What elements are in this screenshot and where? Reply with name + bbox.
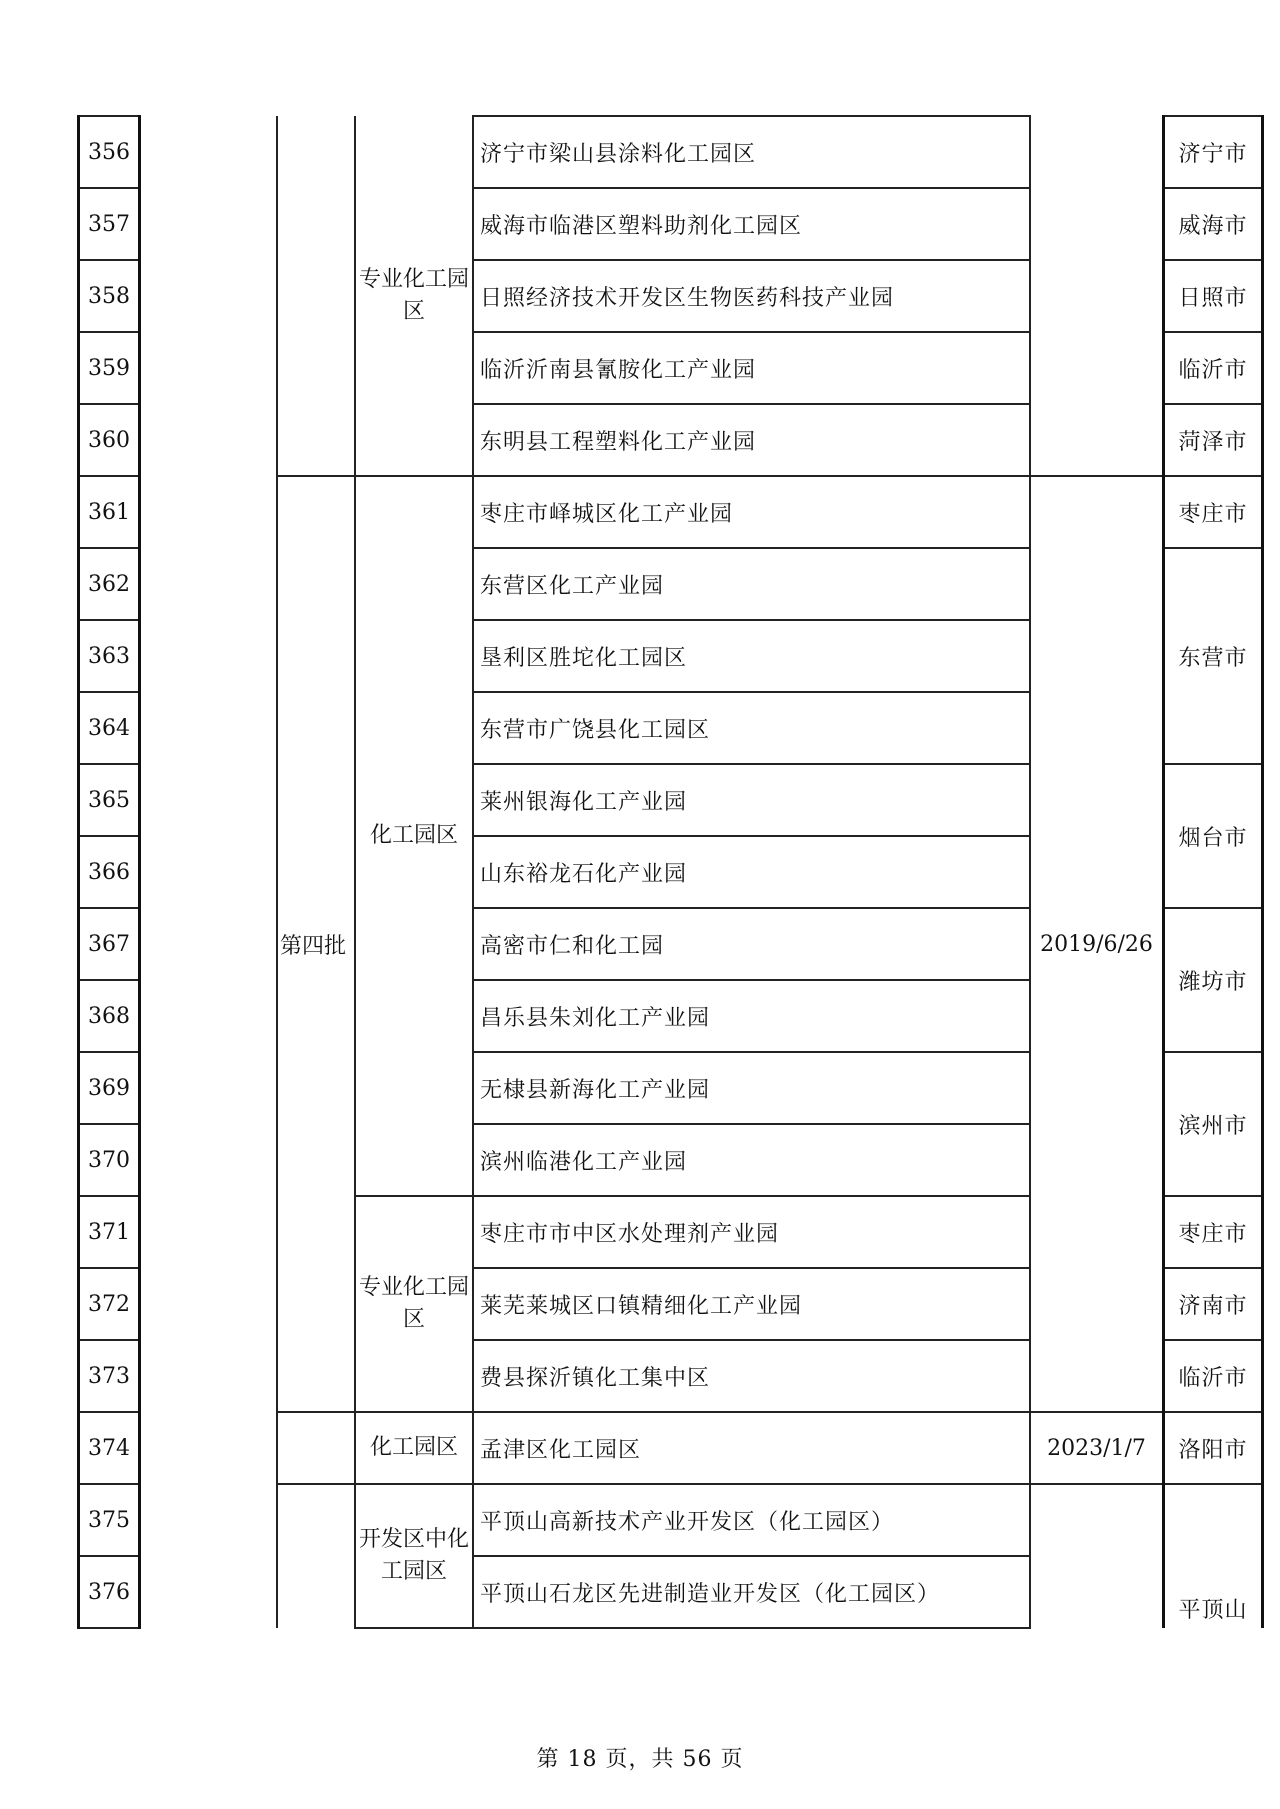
row-number: 359: [79, 332, 140, 404]
park-list-table: [77, 115, 1264, 1629]
table-row: [79, 1412, 1263, 1484]
row-number: 364: [79, 692, 140, 764]
park-name: 平顶山高新技术产业开发区（化工园区）: [473, 1484, 1030, 1556]
city-cell: 济宁市: [1164, 116, 1263, 188]
city-cell: 潍坊市: [1164, 908, 1263, 1052]
batch-cell: 第四批: [277, 476, 355, 1412]
city-cell: 日照市: [1164, 260, 1263, 332]
row-number: 369: [79, 1052, 140, 1124]
park-name: 平顶山石龙区先进制造业开发区（化工园区）: [473, 1556, 1030, 1628]
park-name: 昌乐县朱刘化工产业园: [473, 980, 1030, 1052]
park-name: 山东裕龙石化产业园: [473, 836, 1030, 908]
row-number: 360: [79, 404, 140, 476]
city-cell: 济南市: [1164, 1268, 1263, 1340]
city-cell: 东营市: [1164, 548, 1263, 764]
province-cell: [140, 1412, 278, 1628]
park-name: 垦利区胜坨化工园区: [473, 620, 1030, 692]
park-name: 高密市仁和化工园: [473, 908, 1030, 980]
park-name: 枣庄市峄城区化工产业园: [473, 476, 1030, 548]
park-type-cell: 化工园区: [355, 476, 473, 1196]
city-cell: 平顶山: [1164, 1484, 1263, 1628]
city-cell: 枣庄市: [1164, 476, 1263, 548]
city-cell: 临沂市: [1164, 332, 1263, 404]
row-number: 375: [79, 1484, 140, 1556]
province-cell: [140, 116, 278, 1412]
row-number: 374: [79, 1412, 140, 1484]
park-name: 莱芜莱城区口镇精细化工产业园: [473, 1268, 1030, 1340]
city-cell: 临沂市: [1164, 1340, 1263, 1412]
row-number: 362: [79, 548, 140, 620]
date-cell: 2019/6/26: [1030, 476, 1164, 1412]
park-name: 威海市临港区塑料助剂化工园区: [473, 188, 1030, 260]
row-number: 376: [79, 1556, 140, 1628]
city-cell: 烟台市: [1164, 764, 1263, 908]
park-name: 无棣县新海化工产业园: [473, 1052, 1030, 1124]
date-cell: [1030, 116, 1164, 476]
row-number: 361: [79, 476, 140, 548]
park-name: 费县探沂镇化工集中区: [473, 1340, 1030, 1412]
city-cell: 枣庄市: [1164, 1196, 1263, 1268]
date-cell: [1030, 1484, 1164, 1628]
park-type-cell: 化工园区: [355, 1412, 473, 1484]
row-number: 366: [79, 836, 140, 908]
park-name: 孟津区化工园区: [473, 1412, 1030, 1484]
city-cell: 威海市: [1164, 188, 1263, 260]
park-type-cell: 开发区中化工园区: [355, 1484, 473, 1628]
park-name: 东营市广饶县化工园区: [473, 692, 1030, 764]
date-cell: 2023/1/7: [1030, 1412, 1164, 1484]
row-number: 370: [79, 1124, 140, 1196]
row-number: 372: [79, 1268, 140, 1340]
row-number: 373: [79, 1340, 140, 1412]
park-name: 济宁市梁山县涂料化工园区: [473, 116, 1030, 188]
row-number: 367: [79, 908, 140, 980]
park-type-cell: 专业化工园区: [355, 116, 473, 476]
park-name: 东营区化工产业园: [473, 548, 1030, 620]
row-number: 368: [79, 980, 140, 1052]
park-type-cell: 专业化工园区: [355, 1196, 473, 1412]
city-cell: 菏泽市: [1164, 404, 1263, 476]
row-number: 356: [79, 116, 140, 188]
park-name: 临沂沂南县氰胺化工产业园: [473, 332, 1030, 404]
table-row: [79, 116, 1263, 188]
row-number: 357: [79, 188, 140, 260]
park-name: 枣庄市市中区水处理剂产业园: [473, 1196, 1030, 1268]
park-name: 莱州银海化工产业园: [473, 764, 1030, 836]
page-footer: 第 18 页，共 56 页: [536, 1747, 744, 1772]
city-cell: 滨州市: [1164, 1052, 1263, 1196]
row-number: 363: [79, 620, 140, 692]
park-name: 滨州临港化工产业园: [473, 1124, 1030, 1196]
city-cell: 洛阳市: [1164, 1412, 1263, 1484]
park-name: 日照经济技术开发区生物医药科技产业园: [473, 260, 1030, 332]
row-number: 365: [79, 764, 140, 836]
batch-cell: [277, 1484, 355, 1628]
batch-cell: [277, 1412, 355, 1484]
batch-cell: [277, 116, 355, 476]
park-name: 东明县工程塑料化工产业园: [473, 404, 1030, 476]
row-number: 371: [79, 1196, 140, 1268]
row-number: 358: [79, 260, 140, 332]
